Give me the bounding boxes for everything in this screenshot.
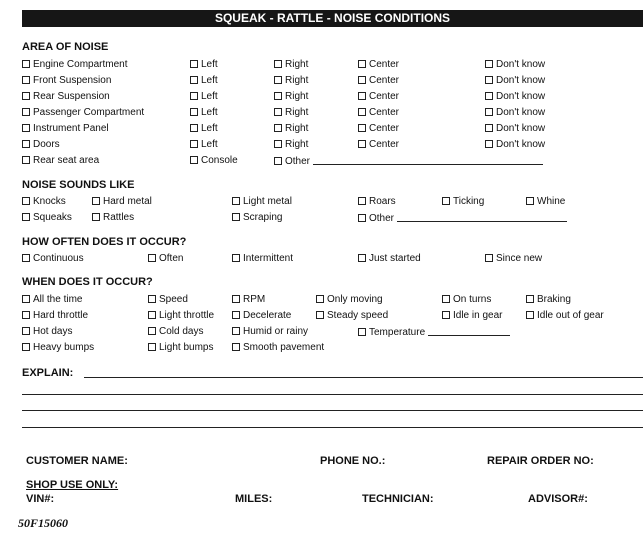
option-rear-seat-area[interactable] [22,155,99,167]
option-label: Center [369,91,400,102]
explain-label: EXPLAIN: [22,367,74,379]
option-label: Passenger Compartment [33,107,145,118]
advisor-label: ADVISOR#: [528,493,588,505]
option-doors[interactable] [22,139,60,151]
option-label: Don't know [496,59,546,70]
option-label: Right [285,91,309,102]
checkbox[interactable] [190,124,198,132]
checkbox[interactable] [22,197,30,205]
option-other[interactable] [358,212,567,225]
checkbox[interactable] [274,76,282,84]
option-label: Other [369,213,395,224]
checkbox[interactable] [190,92,198,100]
option-label: Left [201,59,218,70]
option-label: Light throttle [159,310,215,321]
option-label: Decelerate [243,310,292,321]
option-label: Idle in gear [453,310,503,321]
option-label: Ticking [453,196,485,207]
miles-label: MILES: [235,493,273,505]
option-don-t-know[interactable] [485,123,545,135]
option-smooth-pavement[interactable] [232,342,324,354]
option-console[interactable] [190,155,238,167]
option-label: Rear Suspension [33,91,110,102]
checkbox[interactable] [148,295,156,303]
option-label: Don't know [496,91,546,102]
option-braking[interactable] [526,294,571,306]
checkbox[interactable] [442,311,450,319]
checkbox[interactable] [485,76,493,84]
option-label: Don't know [496,123,546,134]
option-label: Center [369,75,400,86]
checkbox[interactable] [232,197,240,205]
option-label: Whine [537,196,566,207]
option-rear-suspension[interactable] [22,91,110,103]
checkbox[interactable] [22,343,30,351]
option-all-the-time[interactable] [22,294,82,306]
option-label: Rear seat area [33,155,100,166]
option-label: Cold days [159,326,204,337]
option-only-moving[interactable] [316,294,383,306]
checkbox[interactable] [358,197,366,205]
option-label: Center [369,139,400,150]
checkbox[interactable] [442,295,450,303]
option-label: Continuous [33,253,84,264]
option-continuous[interactable] [22,253,84,265]
option-right[interactable] [274,139,308,151]
option-center[interactable] [358,107,399,119]
option-left[interactable] [190,91,218,103]
option-don-t-know[interactable] [485,59,545,71]
option-center[interactable] [358,59,399,71]
option-hard-throttle[interactable] [22,310,88,322]
noise-sounds-heading: NOISE SOUNDS LIKE [22,179,135,191]
option-label: Doors [33,139,60,150]
checkbox[interactable] [232,343,240,351]
checkbox[interactable] [274,108,282,116]
option-label: Roars [369,196,396,207]
checkbox[interactable] [190,76,198,84]
checkbox[interactable] [190,108,198,116]
option-passenger-compartment[interactable] [22,107,144,119]
option-don-t-know[interactable] [485,91,545,103]
explain-line[interactable] [22,410,643,411]
option-label: Hard throttle [33,310,89,321]
write-in-line[interactable] [397,212,567,222]
option-label: Squeaks [33,212,72,223]
option-don-t-know[interactable] [485,75,545,87]
checkbox[interactable] [22,92,30,100]
option-other[interactable] [274,155,543,168]
option-engine-compartment[interactable] [22,59,128,71]
option-label: Don't know [496,75,546,86]
option-left[interactable] [190,75,218,87]
checkbox[interactable] [232,254,240,262]
checkbox[interactable] [485,254,493,262]
option-label: Only moving [327,294,383,305]
option-label: Console [201,155,238,166]
phone-label: PHONE NO.: [320,455,386,467]
checkbox[interactable] [274,157,282,165]
checkbox[interactable] [316,311,324,319]
option-label: Light bumps [159,342,214,353]
write-in-line[interactable] [428,326,510,336]
option-idle-out-of-gear[interactable] [526,310,604,322]
option-left[interactable] [190,107,218,119]
explain-line[interactable] [22,394,643,395]
option-left[interactable] [190,139,218,151]
option-label: Don't know [496,107,546,118]
option-steady-speed[interactable] [316,310,388,322]
option-label: Engine Compartment [33,59,128,70]
checkbox[interactable] [22,140,30,148]
checkbox[interactable] [358,214,366,222]
option-label: Right [285,107,309,118]
option-scraping[interactable] [232,212,282,224]
option-humid-or-rainy[interactable] [232,326,308,338]
option-label: On turns [453,294,492,305]
checkbox[interactable] [92,197,100,205]
option-label: All the time [33,294,83,305]
option-knocks[interactable] [22,196,66,208]
customer-name-label: CUSTOMER NAME: [26,455,128,467]
option-label: Center [369,107,400,118]
checkbox[interactable] [22,311,30,319]
checkbox[interactable] [358,140,366,148]
checkbox[interactable] [274,140,282,148]
checkbox[interactable] [22,76,30,84]
option-label: Left [201,91,218,102]
checkbox[interactable] [232,213,240,221]
option-label: Steady speed [327,310,389,321]
how-often-heading: HOW OFTEN DOES IT OCCUR? [22,236,187,248]
option-left[interactable] [190,123,218,135]
checkbox[interactable] [526,295,534,303]
option-roars[interactable] [358,196,396,208]
option-label: Rattles [103,212,135,223]
option-label: Left [201,123,218,134]
option-don-t-know[interactable] [485,107,545,119]
explain-line[interactable] [22,427,643,428]
option-heavy-bumps[interactable] [22,342,94,354]
option-label: Just started [369,253,421,264]
checkbox[interactable] [526,311,534,319]
checkbox[interactable] [148,343,156,351]
option-instrument-panel[interactable] [22,123,109,135]
checkbox[interactable] [316,295,324,303]
option-right[interactable] [274,59,308,71]
checkbox[interactable] [148,254,156,262]
explain-line[interactable] [84,377,643,378]
option-label: Right [285,123,309,134]
option-label: Light metal [243,196,292,207]
option-center[interactable] [358,123,399,135]
option-label: Hard metal [103,196,152,207]
option-label: Braking [537,294,571,305]
checkbox[interactable] [22,108,30,116]
option-label: Instrument Panel [33,123,109,134]
option-light-throttle[interactable] [148,310,214,322]
option-label: Heavy bumps [33,342,95,353]
checkbox[interactable] [148,311,156,319]
option-don-t-know[interactable] [485,139,545,151]
option-label: Idle out of gear [537,310,604,321]
option-label: Left [201,139,218,150]
area-of-noise-heading: AREA OF NOISE [22,41,109,53]
option-label: Front Suspension [33,75,112,86]
checkbox[interactable] [274,124,282,132]
option-label: Left [201,107,218,118]
checkbox[interactable] [526,197,534,205]
checkbox[interactable] [358,328,366,336]
option-label: Speed [159,294,188,305]
checkbox[interactable] [190,156,198,164]
repair-order-label: REPAIR ORDER NO: [487,455,594,467]
form-title: SQUEAK - RATTLE - NOISE CONDITIONS [214,11,451,25]
checkbox[interactable] [485,60,493,68]
checkbox[interactable] [190,140,198,148]
checkbox[interactable] [22,327,30,335]
checkbox[interactable] [92,213,100,221]
checkbox[interactable] [22,295,30,303]
option-ticking[interactable] [442,196,484,208]
option-label: Since new [496,253,543,264]
checkbox[interactable] [485,108,493,116]
checkbox[interactable] [485,92,493,100]
option-label: Humid or rainy [243,326,309,337]
option-right[interactable] [274,123,308,135]
option-decelerate[interactable] [232,310,291,322]
vin-label: VIN#: [26,493,55,505]
option-label: Knocks [33,196,66,207]
option-label: Right [285,59,309,70]
checkbox[interactable] [274,60,282,68]
option-label: Smooth pavement [243,342,325,353]
option-label: Other [285,156,311,167]
checkbox[interactable] [232,311,240,319]
option-label: Temperature [369,327,426,338]
option-squeaks[interactable] [22,212,72,224]
option-on-turns[interactable] [442,294,491,306]
option-center[interactable] [358,91,399,103]
checkbox[interactable] [22,124,30,132]
checkbox[interactable] [274,92,282,100]
checkbox[interactable] [22,213,30,221]
checkbox[interactable] [232,295,240,303]
option-label: Left [201,75,218,86]
option-center[interactable] [358,139,399,151]
option-left[interactable] [190,59,218,71]
option-label: Intermittent [243,253,294,264]
option-speed[interactable] [148,294,188,306]
option-right[interactable] [274,107,308,119]
checkbox[interactable] [358,124,366,132]
checkbox[interactable] [22,60,30,68]
checkbox[interactable] [485,124,493,132]
option-just-started[interactable] [358,253,421,265]
technician-label: TECHNICIAN: [362,493,434,505]
option-front-suspension[interactable] [22,75,111,87]
option-idle-in-gear[interactable] [442,310,502,322]
checkbox[interactable] [148,327,156,335]
option-label: Center [369,59,400,70]
checkbox[interactable] [485,140,493,148]
checkbox[interactable] [358,60,366,68]
checkbox[interactable] [358,92,366,100]
when-heading: WHEN DOES IT OCCUR? [22,276,153,288]
option-intermittent[interactable] [232,253,293,265]
checkbox[interactable] [190,60,198,68]
form-title-bar [22,10,643,27]
option-rattles[interactable] [92,212,134,224]
figure-code: 50F15060 [18,516,69,530]
option-temperature[interactable] [358,326,510,339]
write-in-line[interactable] [313,155,543,165]
option-often[interactable] [148,253,183,265]
shop-use-only-label: SHOP USE ONLY: [26,479,119,491]
option-label: Don't know [496,139,546,150]
option-rpm[interactable] [232,294,265,306]
option-whine[interactable] [526,196,565,208]
option-since-new[interactable] [485,253,542,265]
option-center[interactable] [358,75,399,87]
checkbox[interactable] [22,156,30,164]
checkbox[interactable] [232,327,240,335]
option-label: Right [285,75,309,86]
checkbox[interactable] [22,254,30,262]
option-right[interactable] [274,75,308,87]
option-label: Hot days [33,326,73,337]
option-light-bumps[interactable] [148,342,213,354]
checkbox[interactable] [358,254,366,262]
option-label: Scraping [243,212,283,223]
option-light-metal[interactable] [232,196,292,208]
option-label: RPM [243,294,266,305]
option-hard-metal[interactable] [92,196,152,208]
option-label: Right [285,139,309,150]
option-right[interactable] [274,91,308,103]
checkbox[interactable] [358,108,366,116]
option-label: Often [159,253,184,264]
option-hot-days[interactable] [22,326,72,338]
checkbox[interactable] [358,76,366,84]
checkbox[interactable] [442,197,450,205]
option-cold-days[interactable] [148,326,203,338]
option-label: Center [369,123,400,134]
